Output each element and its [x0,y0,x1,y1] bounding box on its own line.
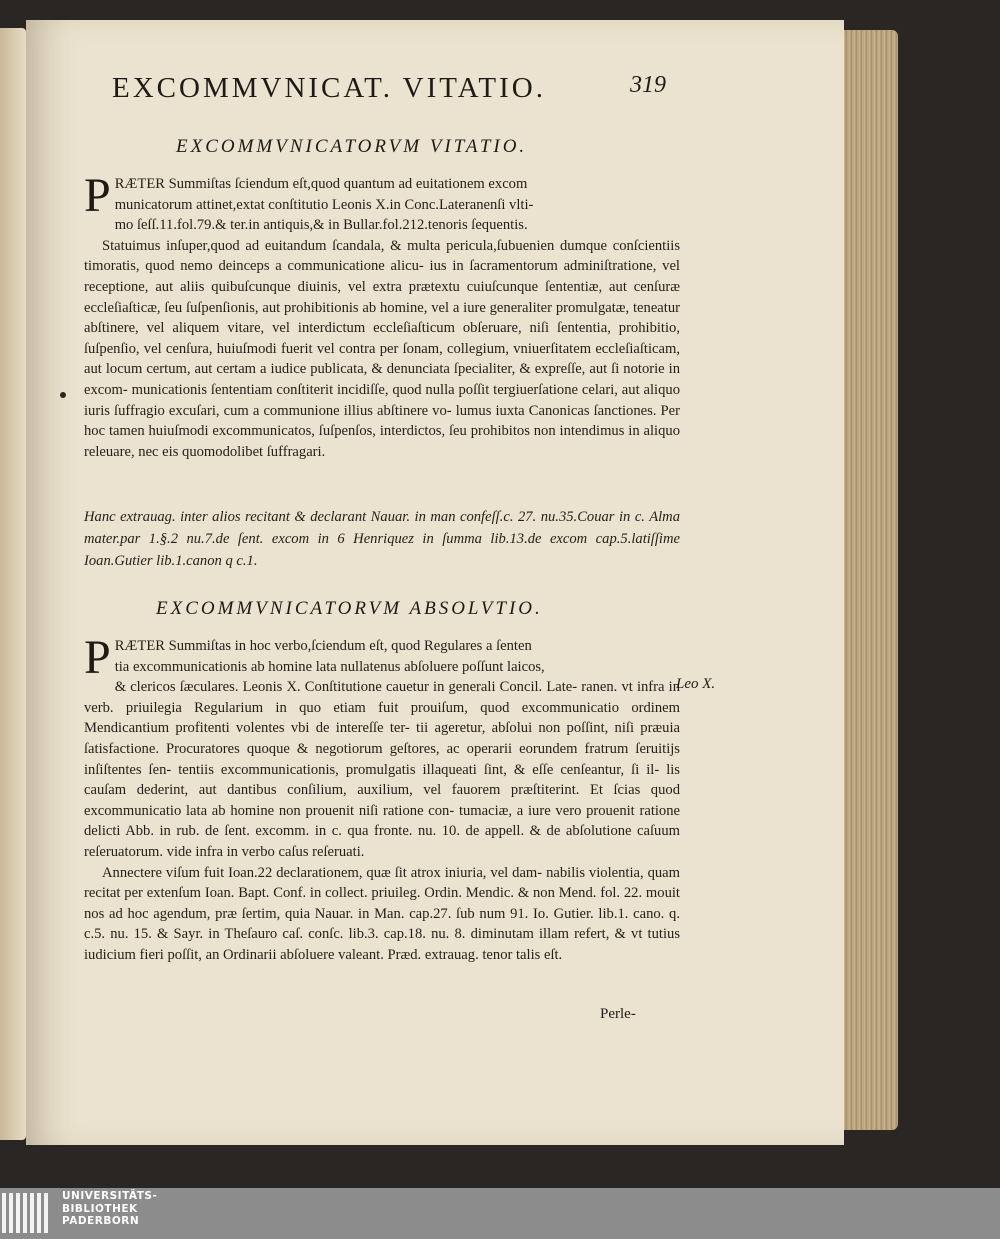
statute-paragraph: Statuimus inſuper,quod ad euitandum ſcandala, & multa pericula,ſubuenien dumque conſcientiis timoratis, quod nemo deinceps a communicatione alicu- ius in ſacramentorum adminiſtratione, vel receptione, aut aliis quibuſcunque diuinis, vel extra prætextu cuiuſcunque ſententiæ, aut cenſuræ eccleſiaſticæ, ſeu ſuſpenſionis, aut prohibitionis ab homine, vel a iure generaliter promulgatæ, teneatur abſtinere, vel aliquem vitare, vel interdictum eccleſiaſticum obſeruare, niſi ſententia, prohibitio, ſuſpenſio, vel cenſura, huiuſmodi fuerit vel contra per ſonam, collegium, vniuerſitatem eccleſiaſticam, aut locum certum, aut certam a iudice publicata, & denunciata ſpecialiter, & expreſſe, aut ſi notorie in excom- municationis ſententiam conſtiterit incidiſſe, quod nulla poſſit tergiuerſatione celari, aut aliquo iuris ſuffragio excuſari, cum a communione illius abſtinere vo- lumus iuxta Canonicas ſanctiones. Per hoc tamen huiuſmodi excommunicatos, ſuſpenſos, interdictos, ſeu prohibitos non intendimus in aliquo releuare, nec eis quomodolibet ſuffragari. [84,237,680,460]
section-title-absolutio: EXCOMMVNICATORVM ABSOLVTIO. [156,598,543,619]
citation-note: Hanc extrauag. inter alios recitant & declarant Nauar. in man confeſſ.c. 27. nu.35.Couar in c. Alma mater.par 1.§.2 nu.7.de ſent. excom in 6 Henriquez in ſumma lib.13.de excom cap.5.latiſſime Ioan.Gutier lib.1.canon q c.1. [84,509,680,569]
facing-page-edge [0,28,26,1140]
library-logo-icon [2,1193,50,1233]
drop-cap-initial: P [84,631,111,684]
intro-line: RÆTER Summiſtas in hoc verbo,ſciendum eſt, quod Regulares a ſenten [114,638,532,654]
section-vitatio-text [84,169,680,462]
marginal-note: Leo X. [676,676,716,692]
page-number: 319 [630,72,666,98]
drop-cap-initial: P [84,169,111,222]
library-name: UNIVERSITÄTS- BIBLIOTHEK PADERBORN [62,1190,158,1227]
body-paragraph: Annectere viſum fuit Ioan.22 declarationem, quæ ſit atrox iniuria, vel dam- nabilis violentia, quam recitat per extenſum Ioan. Bapt. Conf. in collect. priuileg. Ordin. Mendic. & non Mend. fol. 22. mouit nos ad hoc agendum, præ ſertim, quia Nauar. in Man. cap.27. ſub num 91. Io. Gutier. lib.1. cano. q. c.5. nu. 15. & Sayr. in Theſauro caſ. conſc. lib.3. cap.18. nu. 8. diminutam illam refert, & vt tutius iudicium fieri poſſit, an Ordinarii abſoluere valeant. Præd. extrauag. tenor talis eſt. [84,864,680,963]
library-footer [0,1188,1000,1239]
ink-dot [60,392,66,398]
intro-line: municatorum attinet,extat conſtitutio Leonis X.in Conc.Lateranenſi vlti- [114,196,534,213]
running-head: EXCOMMVNICAT. VITATIO. [112,72,546,104]
intro-line: RÆTER Summiſtas ſciendum eſt,quod quantum ad euitationem excom [114,176,528,192]
intro-line: tia excommunicationis ab homine lata nullatenus abſoluere poſſunt laicos, [114,658,545,675]
catchword: Perle- [600,1006,636,1022]
body-paragraph: & clericos ſæculares. Leonis X. Conſtitutione cauetur in generali Concil. Late- ranen. vt infra in verb. priuilegia Regularium in quo etiam fuit prouiſum, quod excommunicatio ordinem Mendicantium profitenti volentes vbi de intereſſe ter- tii ageretur, abſolui non poſſint, niſi præuia ſatisfactione. Procuratores quoque & negotiorum geſtores, ac operarii eorundem fratrum ſeruitijs inſiſtentes ſen- tentiis excommunicationis, promulgatis illaqueati ſint, & eſſe cenſeantur, ſi il- lis cauſam dederint, aut dantibus conſilium, auxilium, vel fauorem præſtiterint. Et ſcias quod excommunicatio lata ab homine non prouenit niſi ratione con- tumaciæ, a iure vero prouenit ratione delicti Abb. in rub. de ſent. excomm. in c. qua fronte. nu. 10. de appell. & de abſolutione caſuum reſeruatorum. vide infra in verbo caſus reſeruati. [84,679,680,860]
section-absolutio-text [84,631,680,966]
book-page-edges [838,30,898,1130]
intro-line: mo ſeſſ.11.fol.79.& ter.in antiquis,& in Bullar.fol.212.tenoris ſequentis. [114,217,528,234]
section-title-vitatio: EXCOMMVNICATORVM VITATIO. [176,136,528,157]
